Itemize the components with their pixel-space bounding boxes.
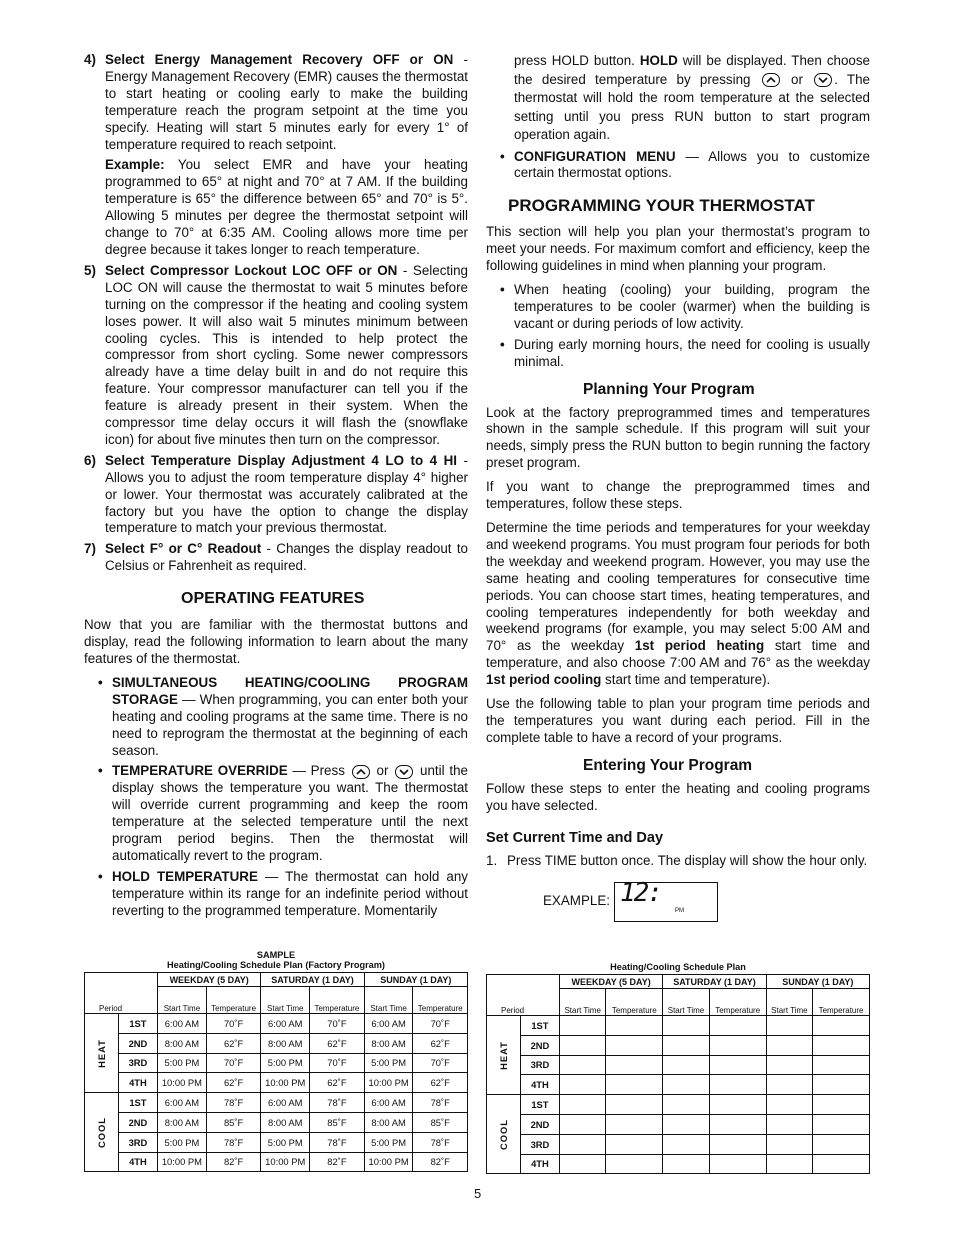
start-time-cell[interactable] [766,1016,812,1036]
temperature-cell: 78˚F [413,1093,468,1113]
bullet-dot: • [98,674,103,690]
plan-caption: Heating/Cooling Schedule Plan [610,962,746,972]
period-label: 2ND [118,1033,157,1053]
day-header: SATURDAY (1 DAY) [261,973,364,987]
start-time-cell: 6:00 AM [364,1014,413,1034]
start-time-header: Start Time [560,989,606,1016]
table-row [487,1016,870,1036]
day-header: SUNDAY (1 DAY) [766,975,869,989]
temperature-cell: 62˚F [310,1073,365,1093]
start-time-cell: 6:00 AM [364,1093,413,1113]
start-time-cell: 6:00 AM [261,1093,310,1113]
sample-schedule-table [84,950,468,1172]
step-title: Select Compressor Lockout LOC OFF or ON [105,262,398,278]
step-5-compressor-lockout [84,263,468,449]
step-number: 5) [84,262,96,278]
start-time-cell[interactable] [766,1055,812,1075]
table-row [85,1152,468,1172]
table-row [487,1055,870,1075]
period-label: 4TH [520,1075,559,1095]
step-title: Select Temperature Display Adjustment 4 LO to 4 HI [105,452,458,468]
start-time-cell[interactable] [766,1035,812,1055]
heat-label-text: HEAT [497,1040,509,1070]
table-row [85,1132,468,1152]
day-header-row [487,975,870,989]
temperature-cell: 78˚F [310,1093,365,1113]
period-label: 1ST [118,1093,157,1113]
operating-features-heading: OPERATING FEATURES [181,590,365,608]
period-label: 3RD [118,1053,157,1073]
example-label: EXAMPLE: [543,893,610,909]
period-label: 1ST [520,1095,559,1115]
bullet-hold-temperature [84,869,468,920]
start-time-cell[interactable] [663,1016,709,1036]
temperature-cell: 85˚F [206,1112,261,1132]
up-arrow-button-icon [762,73,780,87]
temperature-cell[interactable] [606,1055,663,1075]
down-arrow-button-icon [814,73,832,87]
cool-group-label [85,1093,119,1172]
temperature-cell[interactable] [813,1095,870,1115]
bullet-text: — When programming, you can enter both your heating and cooling programs at the same time. There is no need to reprogram the thermostat at the beginning of each season. [112,691,468,758]
operating-intro: Now that you are familiar with the thermostat buttons and display, read the following information to learn about the many features of the thermostat. [84,617,468,666]
down-arrow-button-icon [395,765,413,779]
period-header: Period [85,973,158,1014]
start-time-cell[interactable] [663,1134,709,1154]
start-time-cell[interactable] [560,1055,606,1075]
start-time-cell: 10:00 PM [158,1152,207,1172]
start-time-cell[interactable] [560,1016,606,1036]
table-row [85,1073,468,1093]
temperature-cell[interactable] [813,1114,870,1134]
start-time-cell[interactable] [663,1154,709,1174]
table-row [85,1033,468,1053]
start-time-cell: 8:00 AM [261,1112,310,1132]
cool-group-label [487,1095,521,1174]
lcd-digits: 12: [619,877,661,908]
temperature-cell[interactable] [709,1134,766,1154]
table-row [487,1075,870,1095]
temperature-header: Temperature [310,987,365,1014]
temperature-cell[interactable] [813,1035,870,1055]
temperature-cell[interactable] [606,1075,663,1095]
step-6-display-adjustment [84,453,468,538]
day-header: SUNDAY (1 DAY) [364,973,467,987]
day-header: SATURDAY (1 DAY) [663,975,766,989]
temperature-header: Temperature [206,987,261,1014]
start-time-cell: 8:00 AM [158,1033,207,1053]
start-time-cell[interactable] [766,1095,812,1115]
start-time-cell[interactable] [766,1114,812,1134]
entering-heading: Entering Your Program [583,756,753,774]
step-1 [486,853,870,870]
page-number: 5 [474,1186,482,1201]
lcd-pm-indicator: PM [674,907,684,914]
temperature-header: Temperature [413,987,468,1014]
guideline-2 [486,337,870,371]
sample-table-grid [84,972,468,1172]
left-column [84,52,468,924]
bullet-text: — Press [287,763,350,779]
set-time-heading: Set Current Time and Day [486,829,664,846]
bullet-title: HOLD TEMPERATURE [112,868,258,884]
start-time-header: Start Time [158,987,207,1014]
bullet-text: until the display shows the temperature you want. The thermostat will override current programming and keep the room temperature at the selected temperature until the next program period begins. Then the thermostat will automatically revert to the program. [112,763,468,863]
temperature-header: Temperature [813,989,870,1016]
temperature-cell: 62˚F [206,1073,261,1093]
start-time-cell[interactable] [560,1134,606,1154]
bullet-dot: • [500,282,505,298]
temperature-cell[interactable] [709,1055,766,1075]
start-time-cell[interactable] [663,1035,709,1055]
period-label: 4TH [520,1154,559,1174]
heat-group-label [85,1014,119,1093]
temperature-cell[interactable] [606,1134,663,1154]
step-4-energy-management [84,52,468,259]
start-time-cell: 6:00 AM [158,1014,207,1034]
temperature-cell: 82˚F [310,1152,365,1172]
temperature-cell[interactable] [709,1114,766,1134]
heat-group-label [487,1016,521,1095]
plan-schedule-table [486,962,870,1174]
start-time-header: Start Time [261,987,310,1014]
period-label: 3RD [520,1134,559,1154]
bullet-dot: • [500,148,505,164]
hold-text: or [781,71,813,87]
step-text: - Energy Management Recovery (EMR) causes the thermostat to start heating or cooling early to make the building temperature reach the program setpoint at the time you specify. Heating will start 5 minutes early for every 1° of temperature required to reach setpoint. [105,52,468,152]
start-time-cell[interactable] [560,1095,606,1115]
start-time-cell[interactable] [663,1114,709,1134]
hold-word: HOLD [639,53,678,68]
bullet-temperature-override [84,763,468,864]
bullet-text: — The thermostat can hold any temperature within its range for an indefinite period without reverting to the programmed temperature. Momentarily [112,868,468,918]
start-time-header: Start Time [663,989,709,1016]
table-row [85,1112,468,1132]
hold-text: will be displayed. Then choose the desired temperature by pressing [514,53,870,87]
table-row [487,1134,870,1154]
sample-caption: SAMPLE [256,950,296,960]
start-time-cell: 10:00 PM [364,1073,413,1093]
temperature-cell[interactable] [606,1095,663,1115]
step-number: 4) [84,52,96,67]
table-row [487,1095,870,1115]
bullet-text: — Allows you to customize certain thermostat options. [514,148,870,181]
start-time-cell: 10:00 PM [261,1073,310,1093]
start-time-cell[interactable] [560,1075,606,1095]
hold-text: press HOLD button. [514,53,640,68]
temperature-cell[interactable] [813,1134,870,1154]
temperature-cell: 62˚F [310,1033,365,1053]
right-column [486,52,870,922]
period-label: 1ST [520,1016,559,1036]
temperature-cell: 82˚F [413,1152,468,1172]
planning-paragraph: Use the following table to plan your program time periods and the temperatures you want during each period. Fill in the complete table to have a record of your programs. [486,696,870,745]
table-row [85,1093,468,1113]
start-time-cell: 5:00 PM [364,1053,413,1073]
temperature-cell: 85˚F [310,1112,365,1132]
start-time-cell[interactable] [560,1114,606,1134]
start-time-cell: 10:00 PM [364,1152,413,1172]
planning-paragraph: Look at the factory preprogrammed times and temperatures shown in the sample schedule. If this program will suit your needs, simply press the RUN button to begin running the factory preset program. [486,404,870,471]
temperature-cell: 62˚F [206,1033,261,1053]
start-time-header: Start Time [766,989,812,1016]
start-time-cell[interactable] [663,1095,709,1115]
temperature-cell: 70˚F [413,1053,468,1073]
start-time-cell: 8:00 AM [364,1112,413,1132]
start-time-cell[interactable] [560,1154,606,1174]
planning-text: start time and temperature, and also choose 7:00 AM and 76° as the weekday [486,638,870,671]
guideline-1 [486,282,870,333]
start-time-cell: 5:00 PM [364,1132,413,1152]
period-label: 4TH [118,1073,157,1093]
temperature-cell[interactable] [709,1035,766,1055]
day-header: WEEKDAY (5 DAY) [560,975,663,989]
temperature-cell[interactable] [709,1016,766,1036]
step-7-readout [84,541,468,575]
period-label: 1ST [118,1014,157,1034]
planning-paragraph [486,520,870,689]
step-number: 6) [84,452,96,468]
day-header: WEEKDAY (5 DAY) [158,973,261,987]
planning-paragraph: If you want to change the preprogrammed times and temperatures, follow these steps. [486,479,870,512]
temperature-cell: 70˚F [206,1053,261,1073]
start-time-cell[interactable] [766,1134,812,1154]
example-display [543,877,870,922]
temperature-cell: 62˚F [413,1033,468,1053]
temperature-cell: 70˚F [413,1014,468,1034]
period-label: 2ND [520,1114,559,1134]
hold-text: . The thermostat will hold the room temperature at the selected setting until you press RUN button to start program operation again. [514,71,870,142]
step-title: Select F° or C° Readout [105,541,262,557]
temperature-cell[interactable] [813,1075,870,1095]
period-label: 2ND [520,1035,559,1055]
temperature-cell: 78˚F [413,1132,468,1152]
bullet-simultaneous-storage [84,675,468,760]
up-arrow-button-icon [352,765,370,779]
plan-table-grid [486,974,870,1174]
temperature-cell: 70˚F [310,1014,365,1034]
period-label: 4TH [118,1152,157,1172]
start-time-cell[interactable] [560,1035,606,1055]
step-text: - Selecting LOC ON will cause the thermostat to wait 5 minutes before turning on the compressor if the heating and cooling system loses power. It will also wait 5 minutes minimum between cooling cycles. This is intended to help protect the compressor from short cycling. Some newer compressors already have a time delay built in and do not require this feature. Your compressor manufacturer can tell you if the feature is already present in their system. When the compressor time delay occurs it will flash the (snowflake icon) for about five minutes then turn on the compressor. [105,262,468,447]
programming-heading: PROGRAMMING YOUR THERMOSTAT [508,196,815,216]
programming-intro: This section will help you plan your thermostat’s program to meet your needs. For maximum comfort and efficiency, keep the following guidelines in mind when planning your program. [486,224,870,274]
example-text: You select EMR and have your heating programmed to 65° at night and 70° at 7 AM. If the building temperature is 65° the difference between 65° and 70° is 5°. Allowing 5 minutes per degree the thermostat setpoint will change to 70° at 6:35 AM. Cooling allows more time per degree because it takes longer to reach temperature. [105,157,468,257]
temperature-cell: 62˚F [413,1073,468,1093]
start-time-cell: 10:00 PM [261,1152,310,1172]
temperature-cell: 85˚F [413,1112,468,1132]
start-time-cell: 5:00 PM [158,1132,207,1152]
planning-emphasis: 1st period cooling [486,672,602,688]
temperature-cell[interactable] [606,1114,663,1134]
guideline-text: When heating (cooling) your building, program the temperatures to be cooler (warmer) when the building is vacant or during periods of low activity. [514,282,870,331]
temperature-header: Temperature [709,989,766,1016]
start-time-cell: 5:00 PM [261,1053,310,1073]
temperature-header: Temperature [606,989,663,1016]
temperature-cell[interactable] [606,1154,663,1174]
start-time-cell: 5:00 PM [158,1053,207,1073]
sample-caption-subtitle: Heating/Cooling Schedule Plan (Factory Program) [167,960,385,970]
cool-label-text: COOL [95,1116,107,1148]
planning-text: start time and temperature). [601,672,771,688]
planning-text: Determine the time periods and temperatures for your weekday and weekend programs. You must program four periods for both the weekday and weekend program. However, you may use the same heating and cooling temperatures for consecutive time periods. You can choose start times, heating temperatures, and cooling temperatures independently for both weekday and weekend programs (for example, you may select 5:00 AM and 70° as the weekday [486,520,870,654]
bullet-dot: • [98,763,103,779]
start-time-cell: 8:00 AM [364,1033,413,1053]
period-label: 3RD [118,1132,157,1152]
step-number: 7) [84,541,96,557]
bullet-title: CONFIGURATION MENU [514,148,676,164]
bullet-configuration-menu [486,149,870,183]
temperature-cell[interactable] [813,1154,870,1174]
bullet-title: TEMPERATURE OVERRIDE [112,763,288,779]
temperature-cell[interactable] [709,1075,766,1095]
temperature-cell[interactable] [606,1035,663,1055]
start-time-cell: 6:00 AM [158,1093,207,1113]
guideline-text: During early morning hours, the need for cooling is usually minimal. [514,336,870,369]
step-text: Press TIME button once. The display will show the hour only. [507,852,868,868]
entering-paragraph: Follow these steps to enter the heating and cooling programs you have selected. [486,780,870,813]
hold-continuation [486,52,870,145]
step-number: 1. [486,852,498,868]
start-time-cell: 8:00 AM [261,1033,310,1053]
temperature-cell: 70˚F [206,1014,261,1034]
example-label: Example: [105,157,165,173]
start-time-cell: 10:00 PM [158,1073,207,1093]
step-text: - Allows you to adjust the room temperature display 4° higher or lower. Your thermostat was accurately calibrated at the factory but you have the option to change the display temperature to match your previous thermostat. [105,452,468,536]
temperature-cell: 70˚F [310,1053,365,1073]
period-header: Period [487,975,560,1016]
planning-heading: Planning Your Program [583,380,755,398]
temperature-cell[interactable] [606,1016,663,1036]
start-time-header: Start Time [364,987,413,1014]
start-time-cell: 5:00 PM [261,1132,310,1152]
day-header-row [85,973,468,987]
step-text: - Changes the display readout to Celsius or Fahrenheit as required. [105,541,468,574]
period-label: 3RD [520,1055,559,1075]
temperature-cell[interactable] [709,1154,766,1174]
temperature-cell: 78˚F [310,1132,365,1152]
period-label: 2ND [118,1112,157,1132]
temperature-cell: 78˚F [206,1132,261,1152]
start-time-cell[interactable] [766,1075,812,1095]
table-row [85,1053,468,1073]
table-row [487,1035,870,1055]
temperature-cell[interactable] [813,1016,870,1036]
temperature-cell: 82˚F [206,1152,261,1172]
bullet-text: or [371,763,394,779]
lcd-display [614,877,718,922]
start-time-cell[interactable] [663,1055,709,1075]
temperature-cell: 78˚F [206,1093,261,1113]
start-time-cell[interactable] [766,1154,812,1174]
start-time-cell: 6:00 AM [261,1014,310,1034]
start-time-cell[interactable] [663,1075,709,1095]
heat-label-text: HEAT [95,1038,107,1068]
bullet-dot: • [500,336,505,352]
bullet-dot: • [98,868,103,884]
table-row [85,1014,468,1034]
temperature-cell[interactable] [709,1095,766,1115]
cool-label-text: COOL [497,1118,509,1150]
start-time-cell: 8:00 AM [158,1112,207,1132]
planning-emphasis: 1st period heating [634,638,765,654]
step-title: Select Energy Management Recovery OFF or ON [105,52,454,67]
table-row [487,1154,870,1174]
table-row [487,1114,870,1134]
temperature-cell[interactable] [813,1055,870,1075]
bullet-title: SIMULTANEOUS HEATING/COOLING PROGRAM STORAGE [112,674,468,707]
